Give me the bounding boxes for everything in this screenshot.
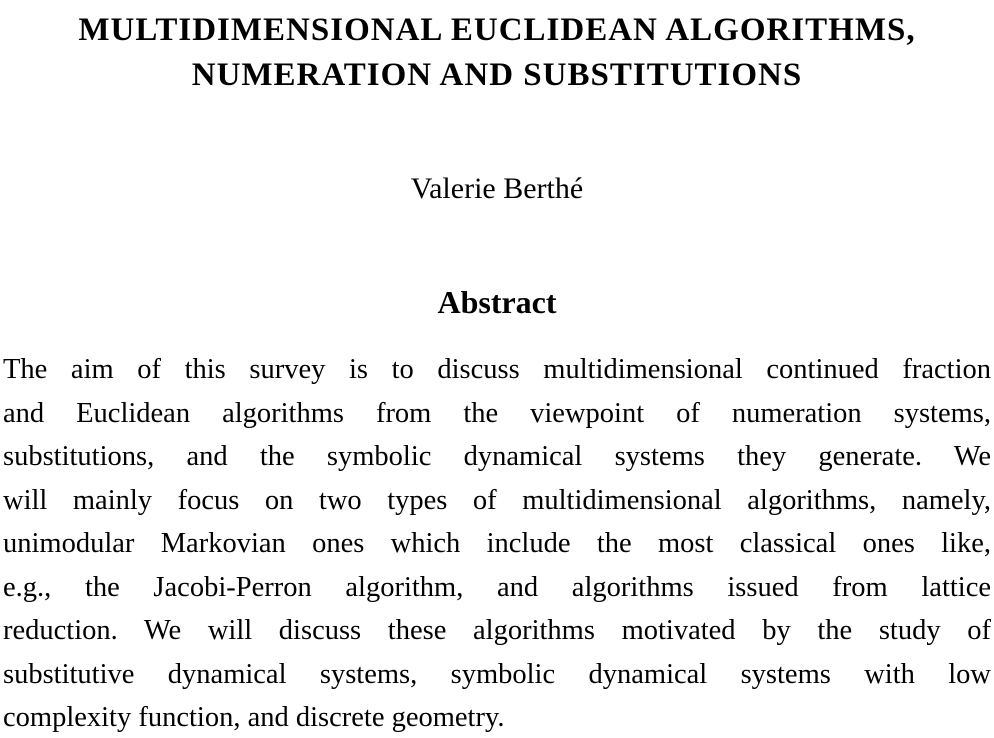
author-name: Valerie Berthé [410, 172, 584, 205]
abstract-heading: Abstract [437, 284, 557, 320]
abstract-line: complexity function, and discrete geometry. [3, 702, 505, 733]
abstract-line: reduction. We will discuss these algorithms motivated by the study of [3, 615, 991, 646]
abstract-line: substitutive dynamical systems, symbolic dynamical systems with low [3, 658, 991, 690]
abstract-line: and Euclidean algorithms from the viewpoint of numeration systems, [3, 397, 991, 429]
paper-title [0, 0, 994, 98]
abstract-line: substitutions, and the symbolic dynamical systems they generate. We [3, 441, 991, 472]
paper-title-line-2: NUMERATION AND SUBSTITUTIONS [191, 57, 803, 93]
abstract-line: The aim of this survey is to discuss multidimensional continued fraction [3, 354, 991, 385]
abstract-line: e.g., the Jacobi-Perron algorithm, and algorithms issued from lattice [3, 571, 991, 603]
paper-title-line-1: MULTIDIMENSIONAL EUCLIDEAN ALGORITHMS, [78, 12, 916, 48]
abstract-line: unimodular Markovian ones which include the most classical ones like, [3, 528, 991, 559]
abstract-paragraph [0, 348, 994, 738]
abstract-line: will mainly focus on two types of multidimensional algorithms, namely, [3, 484, 991, 516]
